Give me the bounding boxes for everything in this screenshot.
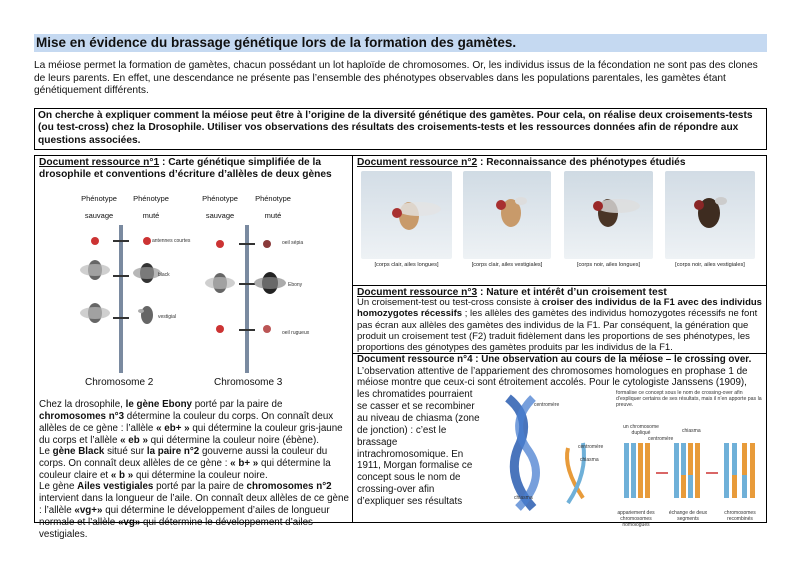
doc1-label: Document ressource n°1 [39, 157, 160, 168]
doc1-header-1: Phénotype [81, 194, 117, 203]
doc1-subheader-3: sauvage [205, 211, 235, 220]
doc1-header-4: Phénotype [255, 194, 291, 203]
chromosome-2-bar [119, 225, 123, 373]
schema-label-chromosome: un chromosome dupliqué [623, 424, 659, 436]
doc1-subheader-1: sauvage [84, 211, 114, 220]
schema-label-chiasma: chiasma [682, 428, 701, 434]
schema-caption-1: appariement des chromosomes homologues [617, 510, 655, 528]
chromosome-3-bar [245, 225, 249, 373]
fig-label-centromere-2: centromère [578, 444, 604, 450]
doc1-subheader-2: muté [142, 211, 160, 220]
doc1-header-3: Phénotype [202, 194, 238, 203]
fly-label-vestigial: vestigial [158, 314, 177, 320]
fly-label-ebony: Ebony [288, 282, 303, 288]
doc1-paragraph-vestigial: Le gène Ailes vestigiales porté par la paire de chromosomes n°2 intervient dans la longueur de l’aile. On connaît deux allèles de ce gène : l’allèle «vg+» qui détermine le développement d’ailes de longueur normale et l’allèle «vg» qui détermine le développement d’ailes vestigiales. [39, 481, 349, 540]
schema-caption-2: échange de deux segments [668, 510, 708, 522]
doc4-figure-text: formalise ce concept sous le nom de crossing-over afin d’expliquer certains de ses résultats, mais il n’en apporte pas la preuve. [616, 390, 762, 409]
phenotype-photo-3 [564, 171, 653, 259]
doc1-title: : Carte génétique simplifiée de la drosophile et conventions d’écriture d’allèles de deux gènes [39, 157, 332, 181]
doc1-paragraph-black: Le gène Black situé sur la paire n°2 gouverne aussi la couleur du corps. On connaît deux allèles de ce gène : « b+ » qui détermine la couleur claire et « b » qui détermine la couleur noire. [39, 446, 331, 481]
phenotype-photo-4 [665, 171, 755, 259]
schema-label-centromere: centromère [648, 436, 674, 442]
fly-icon [80, 260, 110, 280]
task-box: On cherche à expliquer comment la méiose peut être à l’origine de la diversité génétique des gamètes. Pour cela, on réalise deux croisements-tests (ou test-cross) chez la Drosophile. Utiliser vos observations des résultats des croisements-tests et les ressources données afin de répondre aux questions associées. [34, 108, 767, 150]
fly-label-sepia: oeil sépia [282, 240, 304, 246]
doc1-paragraph-ebony: Chez la drosophile, le gène Ebony porté par la paire de chromosomes n°3 détermine la couleur du corps. On connaît deux allèles de ce gène : l’allèle « eb+ » qui détermine la couleur gris-jaune du corps et l’allèle « eb » qui détermine la couleur noire (ébène). [39, 399, 343, 446]
fig-label-chiasma-2: chiasma [514, 495, 533, 501]
doc4-body-text: les chromatides pourraient se casser et se recombiner au niveau de chiasma (zone de jonction) : c’est le brassage intrachromosomique. En 1911, Morgan formalise ce concept sous le nom de crossing-over afin d’expliquer ses résultats [357, 389, 480, 508]
doc2-heading: Document ressource n°2 : Reconnaissance des phénotypes étudiés [357, 157, 686, 168]
chromosome-3-label: Chromosome 3 [214, 377, 283, 388]
doc1-header-2: Phénotype [133, 194, 169, 203]
phenotype-caption-3: [corps noir, ailes longues] [576, 262, 641, 268]
fig-label-chiasma-1: chiasma [580, 457, 599, 463]
doc4-header-text: Document ressource n°4 : Une observation au cours de la méiose – le crossing over. L’observation attentive de l’appariement des chromosomes homologues en prophase 1 de méiose montre que ceux-ci sont étroitement accolés. Pour le cytologiste Janssens (1909), [357, 354, 752, 389]
fig-label-centromere-1: centromère [534, 402, 560, 408]
chromosome-2-label: Chromosome 2 [85, 377, 154, 388]
genetic-map-illustration [70, 225, 332, 375]
phenotype-photo-1 [361, 171, 452, 259]
fly-label-black: black [158, 272, 170, 278]
phenotype-photo-2 [463, 171, 551, 259]
doc3-text: Un croisement-test ou test-cross consiste à croiser des individus de la F1 avec des individus homozygotes récessifs ; les allèles des gamètes des individus homozygotes récessifs ne font pas écran aux allèles des gamètes des individus de la F1. Par conséquent, la génération que produit un croisement test (F2) traduit fidèlement dans les proportions de ses phénotypes, les proportions des génotypes des gamètes produits par les individus de la F1. [357, 297, 762, 354]
doc3-heading: Document ressource n°3 : Nature et intérêt d’un croisement test [357, 287, 667, 298]
fly-label-rugueux: oeil rugueux [282, 330, 310, 336]
page-title: Mise en évidence du brassage génétique lors de la formation des gamètes. [34, 34, 767, 52]
schema-caption-3: chromosomes recombinés [724, 510, 756, 522]
doc1-subheader-4: muté [264, 211, 282, 220]
grid-divider-doc3 [353, 285, 767, 286]
grid-divider-vertical [352, 155, 353, 523]
phenotype-caption-1: [corps clair, ailes longues] [374, 262, 439, 268]
fly-label-antennes: antennes courtes [152, 238, 191, 244]
phenotype-caption-2: [corps clair, ailes vestigiales] [471, 262, 543, 268]
intro-paragraph: La méiose permet la formation de gamètes, chacun possédant un lot haploïde de chromosomes. Or, les individus issus de la fécondation ne sont pas des clones de leurs parents. En effet, une descendance ne présente pas l’ensemble des phénotypes observables dans les populations parentales, les gamètes étant génétiquement différents. [34, 60, 758, 97]
doc1-heading [39, 157, 349, 182]
phenotype-caption-4: [corps noir, ailes vestigiales] [675, 262, 745, 268]
